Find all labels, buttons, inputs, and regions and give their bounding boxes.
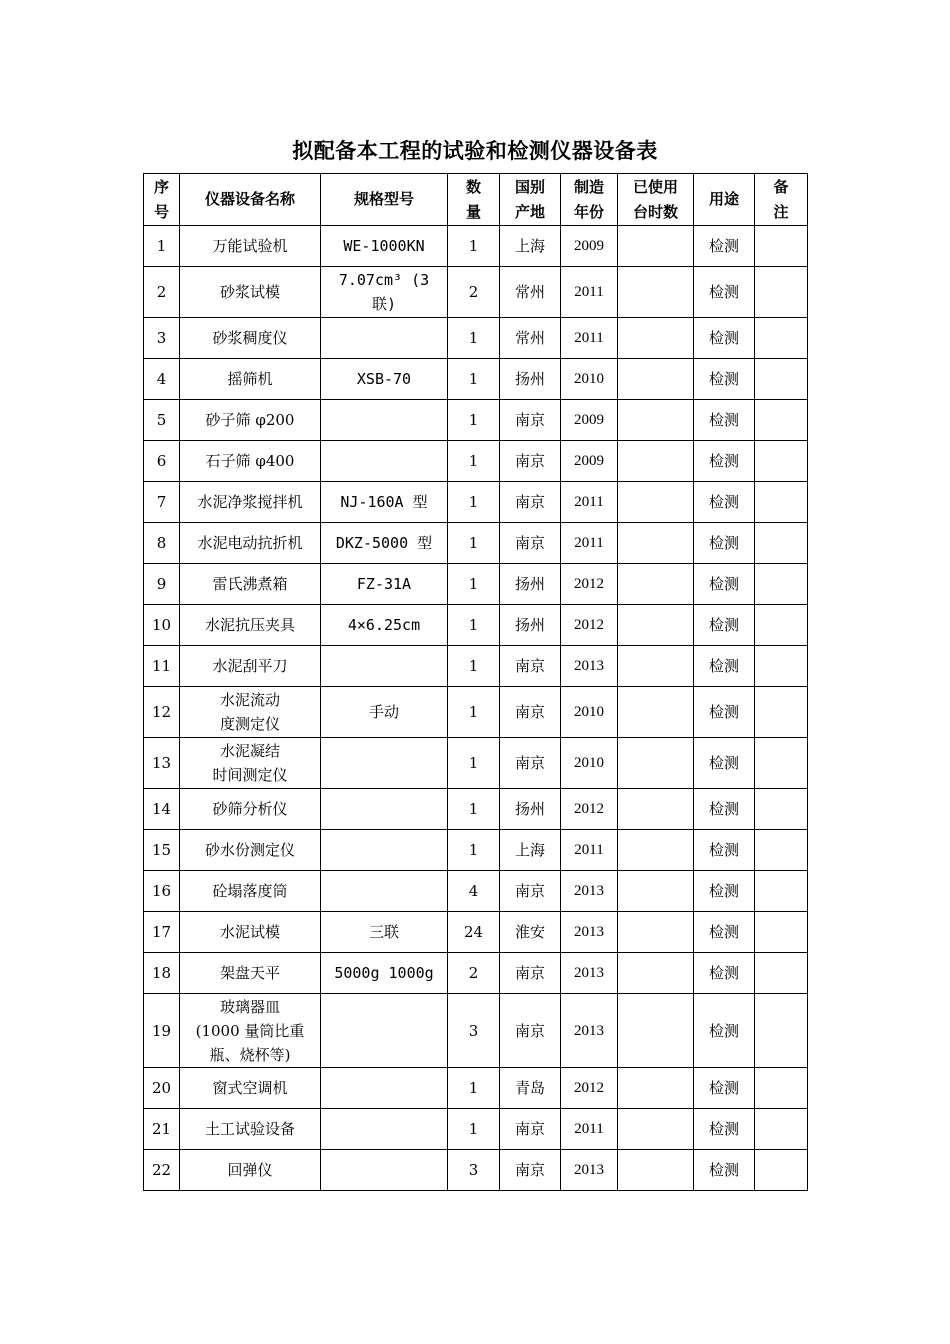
cell-year: 2011 bbox=[561, 267, 618, 318]
cell-qty: 2 bbox=[448, 267, 500, 318]
cell-spec: XSB-70 bbox=[321, 359, 448, 400]
cell-year: 2011 bbox=[561, 482, 618, 523]
cell-seq: 8 bbox=[144, 523, 180, 564]
cell-qty: 1 bbox=[448, 441, 500, 482]
table-row bbox=[144, 994, 808, 1068]
cell-year: 2012 bbox=[561, 564, 618, 605]
cell-use: 检测 bbox=[694, 738, 755, 789]
table-row bbox=[144, 605, 808, 646]
cell-hours bbox=[618, 953, 694, 994]
cell-origin: 南京 bbox=[500, 523, 561, 564]
cell-hours bbox=[618, 318, 694, 359]
cell-spec bbox=[321, 400, 448, 441]
cell-name: 水泥净浆搅拌机 bbox=[180, 482, 321, 523]
cell-year: 2009 bbox=[561, 441, 618, 482]
cell-hours bbox=[618, 267, 694, 318]
cell-seq: 9 bbox=[144, 564, 180, 605]
cell-name: 水泥凝结 时间测定仪 bbox=[180, 738, 321, 789]
header-spec: 规格型号 bbox=[321, 174, 448, 226]
table-row bbox=[144, 1150, 808, 1191]
header-row bbox=[144, 174, 808, 226]
cell-qty: 1 bbox=[448, 830, 500, 871]
cell-hours bbox=[618, 441, 694, 482]
cell-note bbox=[755, 1109, 808, 1150]
cell-name: 万能试验机 bbox=[180, 226, 321, 267]
cell-note bbox=[755, 605, 808, 646]
cell-year: 2010 bbox=[561, 738, 618, 789]
cell-hours bbox=[618, 994, 694, 1068]
cell-spec: 7.07cm³ (3 联) bbox=[321, 267, 448, 318]
cell-use: 检测 bbox=[694, 564, 755, 605]
cell-qty: 1 bbox=[448, 738, 500, 789]
cell-note bbox=[755, 523, 808, 564]
cell-qty: 1 bbox=[448, 482, 500, 523]
cell-name: 砂水份测定仪 bbox=[180, 830, 321, 871]
cell-note bbox=[755, 687, 808, 738]
cell-note bbox=[755, 994, 808, 1068]
header-name: 仪器设备名称 bbox=[180, 174, 321, 226]
cell-origin: 常州 bbox=[500, 318, 561, 359]
cell-origin: 上海 bbox=[500, 830, 561, 871]
cell-seq: 12 bbox=[144, 687, 180, 738]
cell-year: 2009 bbox=[561, 400, 618, 441]
cell-use: 检测 bbox=[694, 267, 755, 318]
equipment-table bbox=[143, 173, 808, 1191]
table-row bbox=[144, 400, 808, 441]
cell-year: 2013 bbox=[561, 871, 618, 912]
header-origin: 国别 产地 bbox=[500, 174, 561, 226]
cell-hours bbox=[618, 564, 694, 605]
cell-name: 水泥试模 bbox=[180, 912, 321, 953]
cell-hours bbox=[618, 646, 694, 687]
cell-use: 检测 bbox=[694, 646, 755, 687]
cell-hours bbox=[618, 482, 694, 523]
cell-use: 检测 bbox=[694, 400, 755, 441]
cell-spec: 5000g 1000g bbox=[321, 953, 448, 994]
table-row bbox=[144, 1068, 808, 1109]
cell-use: 检测 bbox=[694, 1109, 755, 1150]
cell-hours bbox=[618, 912, 694, 953]
cell-use: 检测 bbox=[694, 912, 755, 953]
cell-spec bbox=[321, 1068, 448, 1109]
cell-year: 2012 bbox=[561, 605, 618, 646]
header-year: 制造 年份 bbox=[561, 174, 618, 226]
cell-origin: 淮安 bbox=[500, 912, 561, 953]
header-use: 用途 bbox=[694, 174, 755, 226]
cell-name: 水泥刮平刀 bbox=[180, 646, 321, 687]
cell-name: 砂子筛 φ200 bbox=[180, 400, 321, 441]
cell-origin: 南京 bbox=[500, 953, 561, 994]
cell-spec bbox=[321, 318, 448, 359]
table-row bbox=[144, 871, 808, 912]
cell-use: 检测 bbox=[694, 318, 755, 359]
cell-note bbox=[755, 871, 808, 912]
cell-seq: 15 bbox=[144, 830, 180, 871]
cell-note bbox=[755, 318, 808, 359]
cell-spec: DKZ-5000 型 bbox=[321, 523, 448, 564]
cell-hours bbox=[618, 1068, 694, 1109]
cell-year: 2013 bbox=[561, 912, 618, 953]
cell-origin: 南京 bbox=[500, 738, 561, 789]
cell-origin: 南京 bbox=[500, 994, 561, 1068]
cell-seq: 13 bbox=[144, 738, 180, 789]
cell-name: 窗式空调机 bbox=[180, 1068, 321, 1109]
table-row bbox=[144, 226, 808, 267]
cell-note bbox=[755, 267, 808, 318]
table-row bbox=[144, 738, 808, 789]
cell-year: 2011 bbox=[561, 318, 618, 359]
cell-hours bbox=[618, 605, 694, 646]
cell-note bbox=[755, 953, 808, 994]
cell-origin: 南京 bbox=[500, 1150, 561, 1191]
cell-use: 检测 bbox=[694, 871, 755, 912]
cell-hours bbox=[618, 1109, 694, 1150]
table-row bbox=[144, 789, 808, 830]
cell-year: 2010 bbox=[561, 359, 618, 400]
cell-year: 2013 bbox=[561, 1150, 618, 1191]
cell-year: 2013 bbox=[561, 646, 618, 687]
cell-seq: 10 bbox=[144, 605, 180, 646]
cell-spec bbox=[321, 1109, 448, 1150]
cell-seq: 19 bbox=[144, 994, 180, 1068]
table-row bbox=[144, 482, 808, 523]
cell-hours bbox=[618, 400, 694, 441]
cell-origin: 南京 bbox=[500, 646, 561, 687]
cell-seq: 4 bbox=[144, 359, 180, 400]
cell-seq: 1 bbox=[144, 226, 180, 267]
cell-hours bbox=[618, 789, 694, 830]
cell-hours bbox=[618, 830, 694, 871]
header-qty: 数 量 bbox=[448, 174, 500, 226]
cell-note bbox=[755, 1068, 808, 1109]
table-row bbox=[144, 953, 808, 994]
header-seq: 序 号 bbox=[144, 174, 180, 226]
cell-note bbox=[755, 912, 808, 953]
cell-origin: 青岛 bbox=[500, 1068, 561, 1109]
cell-origin: 常州 bbox=[500, 267, 561, 318]
cell-note bbox=[755, 1150, 808, 1191]
cell-name: 摇筛机 bbox=[180, 359, 321, 400]
table-row bbox=[144, 912, 808, 953]
cell-seq: 7 bbox=[144, 482, 180, 523]
cell-seq: 17 bbox=[144, 912, 180, 953]
table-row bbox=[144, 267, 808, 318]
cell-note bbox=[755, 400, 808, 441]
cell-year: 2010 bbox=[561, 687, 618, 738]
cell-qty: 1 bbox=[448, 564, 500, 605]
cell-origin: 南京 bbox=[500, 400, 561, 441]
cell-year: 2009 bbox=[561, 226, 618, 267]
cell-seq: 14 bbox=[144, 789, 180, 830]
cell-seq: 6 bbox=[144, 441, 180, 482]
cell-hours bbox=[618, 687, 694, 738]
cell-qty: 1 bbox=[448, 605, 500, 646]
cell-name: 水泥流动 度测定仪 bbox=[180, 687, 321, 738]
cell-spec bbox=[321, 871, 448, 912]
cell-origin: 南京 bbox=[500, 1109, 561, 1150]
cell-spec bbox=[321, 441, 448, 482]
cell-qty: 1 bbox=[448, 789, 500, 830]
cell-year: 2013 bbox=[561, 994, 618, 1068]
table-row bbox=[144, 1109, 808, 1150]
cell-qty: 1 bbox=[448, 226, 500, 267]
cell-use: 检测 bbox=[694, 789, 755, 830]
cell-qty: 1 bbox=[448, 1068, 500, 1109]
table-row bbox=[144, 564, 808, 605]
cell-hours bbox=[618, 359, 694, 400]
cell-note bbox=[755, 226, 808, 267]
cell-qty: 4 bbox=[448, 871, 500, 912]
cell-year: 2012 bbox=[561, 1068, 618, 1109]
cell-note bbox=[755, 482, 808, 523]
cell-use: 检测 bbox=[694, 830, 755, 871]
cell-name: 砂浆稠度仪 bbox=[180, 318, 321, 359]
cell-name: 雷氏沸煮箱 bbox=[180, 564, 321, 605]
cell-qty: 1 bbox=[448, 1109, 500, 1150]
cell-note bbox=[755, 646, 808, 687]
cell-qty: 2 bbox=[448, 953, 500, 994]
cell-spec: WE-1000KN bbox=[321, 226, 448, 267]
cell-origin: 南京 bbox=[500, 482, 561, 523]
cell-note bbox=[755, 738, 808, 789]
cell-origin: 扬州 bbox=[500, 789, 561, 830]
cell-name: 砂浆试模 bbox=[180, 267, 321, 318]
cell-seq: 16 bbox=[144, 871, 180, 912]
cell-use: 检测 bbox=[694, 359, 755, 400]
cell-year: 2013 bbox=[561, 953, 618, 994]
cell-qty: 3 bbox=[448, 1150, 500, 1191]
cell-qty: 1 bbox=[448, 687, 500, 738]
cell-year: 2011 bbox=[561, 523, 618, 564]
table-row bbox=[144, 830, 808, 871]
cell-origin: 扬州 bbox=[500, 605, 561, 646]
cell-spec bbox=[321, 646, 448, 687]
table-row bbox=[144, 523, 808, 564]
header-note: 备 注 bbox=[755, 174, 808, 226]
cell-name: 水泥电动抗折机 bbox=[180, 523, 321, 564]
cell-seq: 18 bbox=[144, 953, 180, 994]
cell-spec: 4×6.25cm bbox=[321, 605, 448, 646]
cell-qty: 1 bbox=[448, 359, 500, 400]
cell-qty: 24 bbox=[448, 912, 500, 953]
cell-use: 检测 bbox=[694, 687, 755, 738]
cell-use: 检测 bbox=[694, 523, 755, 564]
cell-origin: 扬州 bbox=[500, 359, 561, 400]
cell-spec bbox=[321, 789, 448, 830]
cell-seq: 3 bbox=[144, 318, 180, 359]
cell-name: 土工试验设备 bbox=[180, 1109, 321, 1150]
cell-name: 水泥抗压夹具 bbox=[180, 605, 321, 646]
cell-seq: 20 bbox=[144, 1068, 180, 1109]
cell-year: 2011 bbox=[561, 830, 618, 871]
cell-seq: 5 bbox=[144, 400, 180, 441]
cell-qty: 3 bbox=[448, 994, 500, 1068]
header-hours: 已使用 台时数 bbox=[618, 174, 694, 226]
cell-origin: 南京 bbox=[500, 871, 561, 912]
cell-use: 检测 bbox=[694, 441, 755, 482]
cell-spec: FZ-31A bbox=[321, 564, 448, 605]
cell-spec: 三联 bbox=[321, 912, 448, 953]
cell-qty: 1 bbox=[448, 646, 500, 687]
cell-use: 检测 bbox=[694, 482, 755, 523]
cell-spec bbox=[321, 1150, 448, 1191]
cell-hours bbox=[618, 523, 694, 564]
cell-use: 检测 bbox=[694, 605, 755, 646]
cell-origin: 扬州 bbox=[500, 564, 561, 605]
cell-spec: 手动 bbox=[321, 687, 448, 738]
cell-name: 架盘天平 bbox=[180, 953, 321, 994]
cell-seq: 2 bbox=[144, 267, 180, 318]
table-row bbox=[144, 318, 808, 359]
cell-note bbox=[755, 830, 808, 871]
cell-hours bbox=[618, 226, 694, 267]
cell-use: 检测 bbox=[694, 1150, 755, 1191]
cell-use: 检测 bbox=[694, 953, 755, 994]
cell-use: 检测 bbox=[694, 226, 755, 267]
cell-name: 回弹仪 bbox=[180, 1150, 321, 1191]
page-title: 拟配备本工程的试验和检测仪器设备表 bbox=[292, 139, 658, 163]
cell-spec: NJ-160A 型 bbox=[321, 482, 448, 523]
cell-origin: 南京 bbox=[500, 687, 561, 738]
cell-hours bbox=[618, 1150, 694, 1191]
table-row bbox=[144, 359, 808, 400]
cell-name: 砂筛分析仪 bbox=[180, 789, 321, 830]
cell-note bbox=[755, 441, 808, 482]
cell-spec bbox=[321, 738, 448, 789]
table-row bbox=[144, 441, 808, 482]
cell-year: 2011 bbox=[561, 1109, 618, 1150]
cell-qty: 1 bbox=[448, 318, 500, 359]
cell-seq: 22 bbox=[144, 1150, 180, 1191]
cell-note bbox=[755, 359, 808, 400]
cell-seq: 21 bbox=[144, 1109, 180, 1150]
table-row bbox=[144, 687, 808, 738]
cell-use: 检测 bbox=[694, 1068, 755, 1109]
cell-origin: 南京 bbox=[500, 441, 561, 482]
cell-name: 砼塌落度筒 bbox=[180, 871, 321, 912]
table-row bbox=[144, 646, 808, 687]
cell-seq: 11 bbox=[144, 646, 180, 687]
cell-spec bbox=[321, 830, 448, 871]
cell-spec bbox=[321, 994, 448, 1068]
cell-hours bbox=[618, 871, 694, 912]
cell-name: 玻璃器皿 (1000 量筒比重 瓶、烧杯等) bbox=[180, 994, 321, 1068]
cell-qty: 1 bbox=[448, 523, 500, 564]
cell-qty: 1 bbox=[448, 400, 500, 441]
cell-origin: 上海 bbox=[500, 226, 561, 267]
cell-note bbox=[755, 564, 808, 605]
cell-hours bbox=[618, 738, 694, 789]
cell-use: 检测 bbox=[694, 994, 755, 1068]
cell-name: 石子筛 φ400 bbox=[180, 441, 321, 482]
cell-note bbox=[755, 789, 808, 830]
cell-year: 2012 bbox=[561, 789, 618, 830]
